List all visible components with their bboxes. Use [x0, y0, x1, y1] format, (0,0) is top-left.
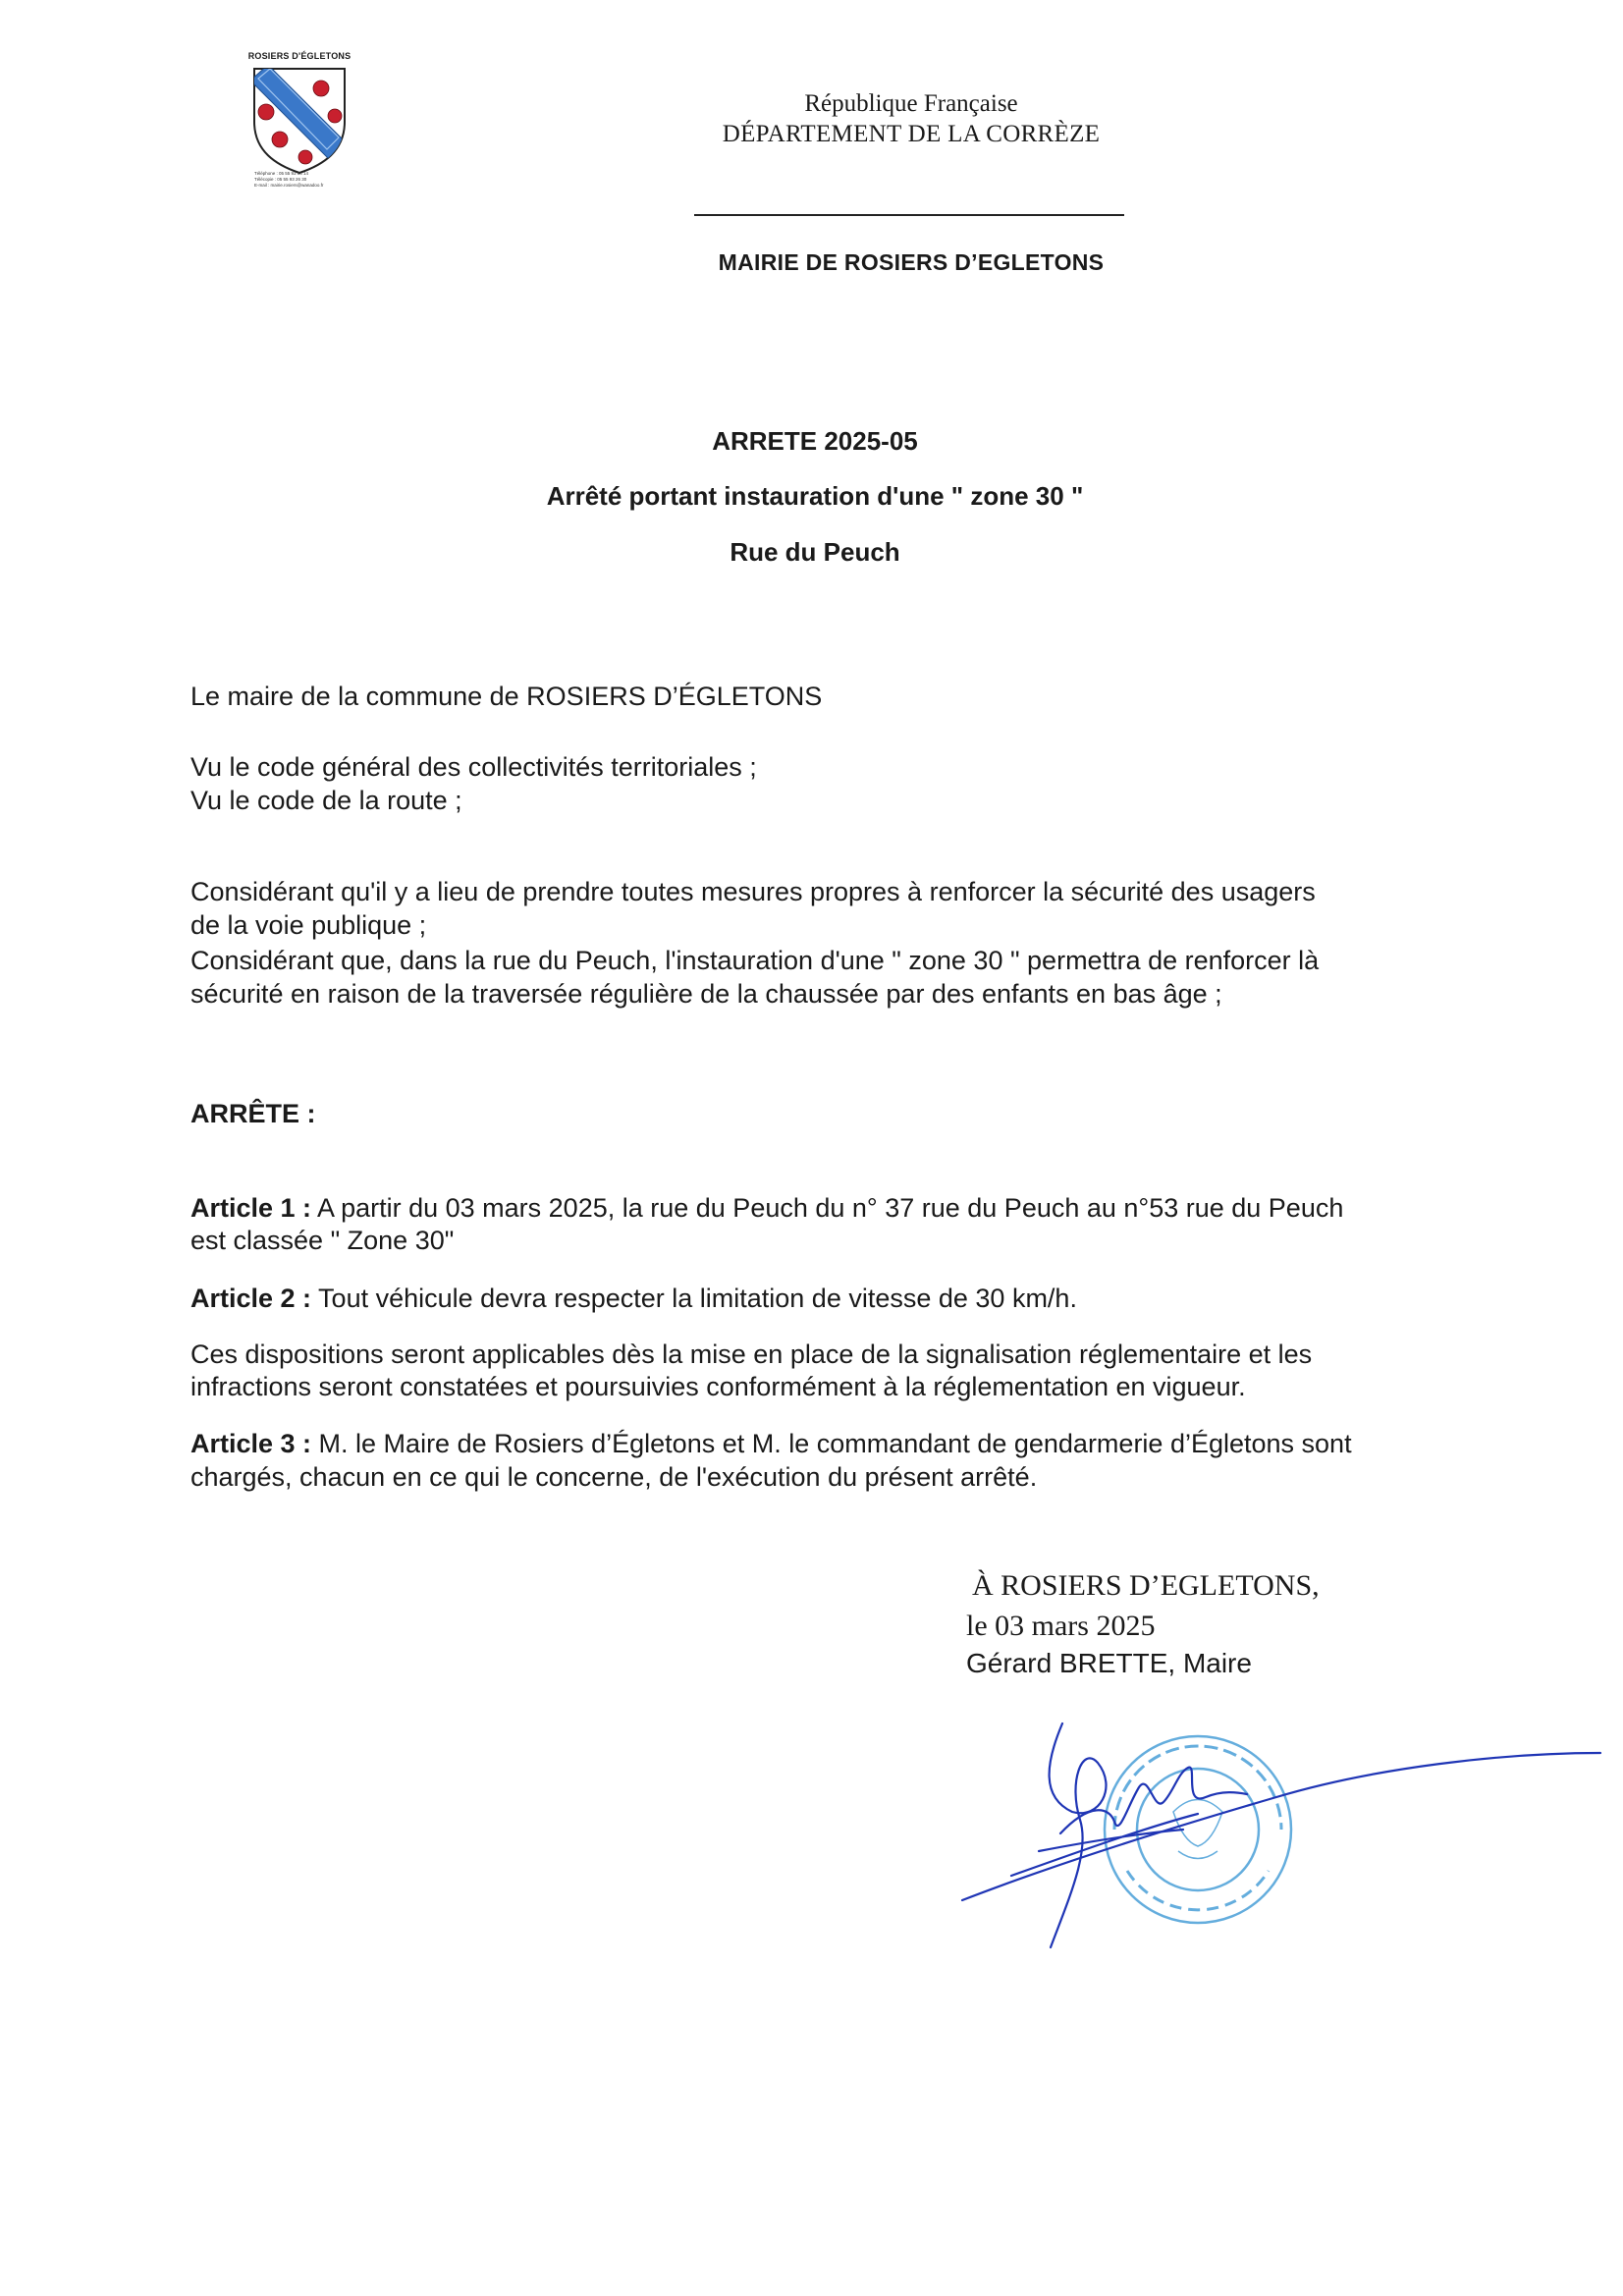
article-3 [190, 1427, 1467, 1460]
considerant-line: de la voie publique ; [190, 910, 427, 940]
crest-contact: Téléphone : 05 55 93 08 14 Télécopie : 05 55 93 26 30 E-mail : mairie.rosiers@wanadoo.fr [254, 171, 324, 188]
considerant-line: sécurité en raison de la traversée régulière de la chaussée par des enfants en bas âge ; [190, 979, 1222, 1009]
header-divider [694, 214, 1124, 216]
article-1-cont: est classée " Zone 30" [190, 1226, 455, 1255]
article-1 [190, 1191, 1467, 1225]
arrete-heading: ARRÊTE : [190, 1099, 316, 1128]
dispositions-line: Ces dispositions seront applicables dès la mise en place de la signalisation réglementaire et les [190, 1339, 1313, 1369]
vu-line: Vu le code général des collectivités territoriales ; [190, 752, 757, 782]
signatory-name: Gérard BRETTE, Maire [966, 1648, 1252, 1678]
crest-shield-icon [241, 61, 358, 179]
department-heading: DÉPARTEMENT DE LA CORRÈZE [722, 121, 1101, 147]
handwritten-signature-icon [962, 1723, 1600, 1947]
signature-place: À ROSIERS D’EGLETONS, [972, 1569, 1320, 1602]
mairie-stamp-icon [1105, 1736, 1291, 1923]
considerant-line: Considérant qu'il y a lieu de prendre toutes mesures propres à renforcer la sécurité des usagers [190, 877, 1316, 906]
intro-line: Le maire de la commune de ROSIERS D’ÉGLETONS [190, 682, 823, 711]
arrete-street: Rue du Peuch [730, 537, 900, 567]
dispositions-line: infractions seront constatées et poursuivies conformément à la réglementation en vigueur. [190, 1372, 1246, 1401]
article-label: Article 1 : [190, 1193, 312, 1223]
article-label: Article 3 : [190, 1429, 312, 1458]
article-text: M. le Maire de Rosiers d’Égletons et M. le commandant de gendarmerie d’Égletons sont [311, 1429, 1352, 1458]
republic-heading: République Française [804, 90, 1018, 117]
article-label: Article 2 : [190, 1284, 312, 1313]
signature-date: le 03 mars 2025 [966, 1610, 1156, 1642]
signature-icon [952, 1704, 1610, 1959]
arrete-number: ARRETE 2025-05 [712, 426, 918, 456]
vu-line: Vu le code de la route ; [190, 786, 462, 815]
crest-title: ROSIERS D'ÉGLETONS [247, 51, 352, 61]
signature-stamp [952, 1704, 1610, 1959]
municipal-crest [241, 51, 358, 198]
article-text: A partir du 03 mars 2025, la rue du Peuch du n° 37 rue du Peuch au n°53 rue du Peuch [311, 1193, 1344, 1223]
article-2 [190, 1282, 1467, 1315]
arrete-subject: Arrêté portant instauration d'une " zone 30 " [546, 481, 1084, 511]
considerant-line: Considérant que, dans la rue du Peuch, l'instauration d'une " zone 30 " permettra de renforcer là [190, 946, 1320, 975]
article-3-cont: chargés, chacun en ce qui le concerne, de l'exécution du présent arrêté. [190, 1462, 1038, 1492]
article-text: Tout véhicule devra respecter la limitation de vitesse de 30 km/h. [311, 1284, 1077, 1313]
mairie-heading: MAIRIE DE ROSIERS D’EGLETONS [718, 249, 1105, 275]
